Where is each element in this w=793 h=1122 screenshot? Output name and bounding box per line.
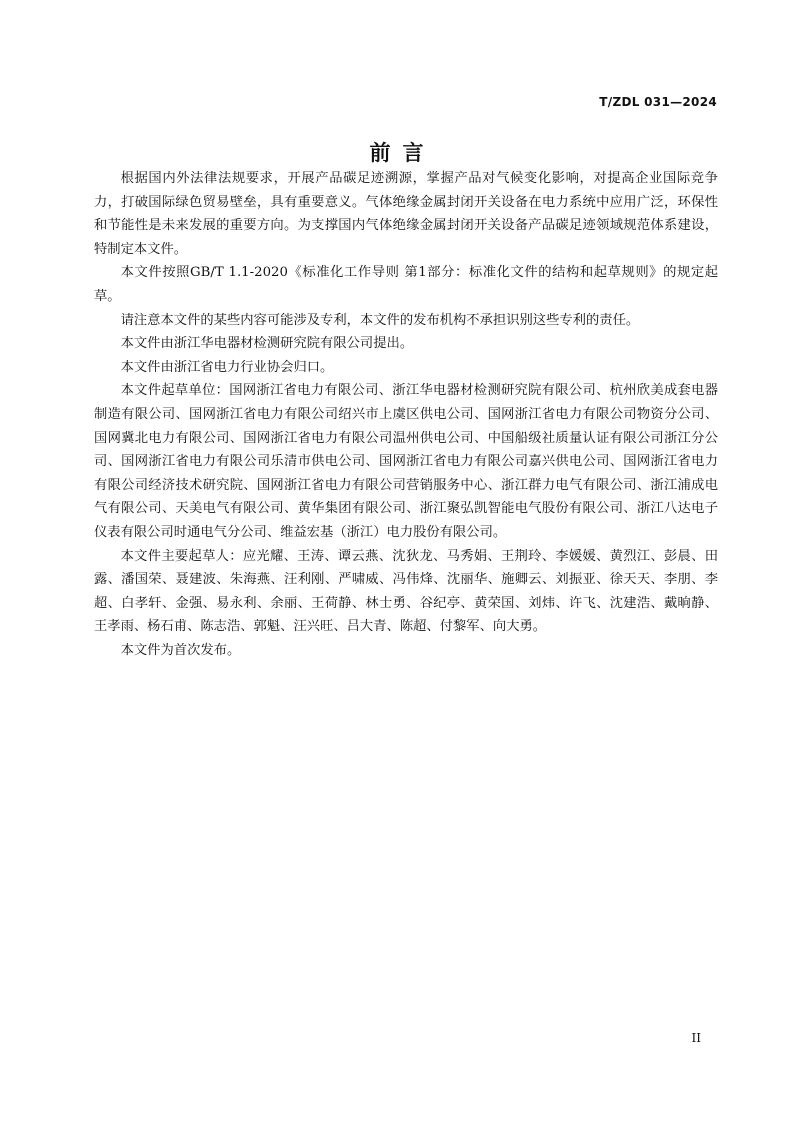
paragraph-centralized-by: 本文件由浙江省电力行业协会归口。 [120, 359, 334, 375]
page-number: II [691, 1031, 701, 1045]
paragraph-drafting-rules: 本文件按照GB/T 1.1-2020《标准化工作导则 第1部分：标准化文件的结构和起草规则》的规定起草。 [94, 265, 718, 304]
paragraph-proposer: 本文件由浙江华电器材检测研究院有限公司提出。 [120, 336, 414, 352]
page-title: 前言 [369, 141, 436, 165]
foreword-body [94, 167, 718, 662]
paragraph-patent-notice: 请注意本文件的某些内容可能涉及专利，本文件的发布机构不承担识别这些专利的责任。 [120, 312, 640, 328]
paragraph-drafters: 本文件主要起草人：应光耀、王涛、谭云燕、沈狄龙、马秀娟、王荆玲、李媛媛、黄烈江、彭晨、田露、潘国荣、聂建波、朱海燕、汪利刚、严啸威、冯伟烽、沈丽华、施卿云、刘振亚、徐天天、李朋、李超、白孝轩、金强、易永利、余丽、王荷静、林士勇、谷纪亭、黄荣国、刘炜、许飞、沈建浩、戴晌静、王孝雨、杨石甫、陈志浩、郭魁、汪兴旺、吕大青、陈超、付黎军、向大勇。 [94, 548, 718, 635]
paragraph-drafting-units: 本文件起草单位：国网浙江省电力有限公司、浙江华电器材检测研究院有限公司、杭州欣美成套电器制造有限公司、国网浙江省电力有限公司绍兴市上虞区供电公司、国网浙江省电力有限公司物资分公司、国网冀北电力有限公司、国网浙江省电力有限公司温州供电公司、中国船级社质量认证有限公司浙江分公司、国网浙江省电力有限公司乐清市供电公司、国网浙江省电力有限公司嘉兴供电公司、国网浙江省电力有限公司经济技术研究院、国网浙江省电力有限公司营销服务中心、浙江群力电气有限公司、浙江浦成电气有限公司、天美电气有限公司、黄华集团有限公司、浙江聚弘凯智能电气股份有限公司、浙江八达电子仪表有限公司时通电气分公司、维益宏基（浙江）电力股份有限公司。 [94, 383, 718, 540]
paragraph-background: 根据国内外法律法规要求，开展产品碳足迹溯源，掌握产品对气候变化影响，对提高企业国际竞争力，打破国际绿色贸易壁垒，具有重要意义。气体绝缘金属封闭开关设备在电力系统中应用广泛，环保性和节能性是未来发展的重要方向。为支撑国内气体绝缘金属封闭开关设备产品碳足迹领域规范体系建设，特制定本文件。 [94, 171, 718, 257]
paragraph-first-release: 本文件为首次发布。 [120, 642, 241, 658]
document-code: T/ZDL 031—2024 [599, 95, 717, 109]
